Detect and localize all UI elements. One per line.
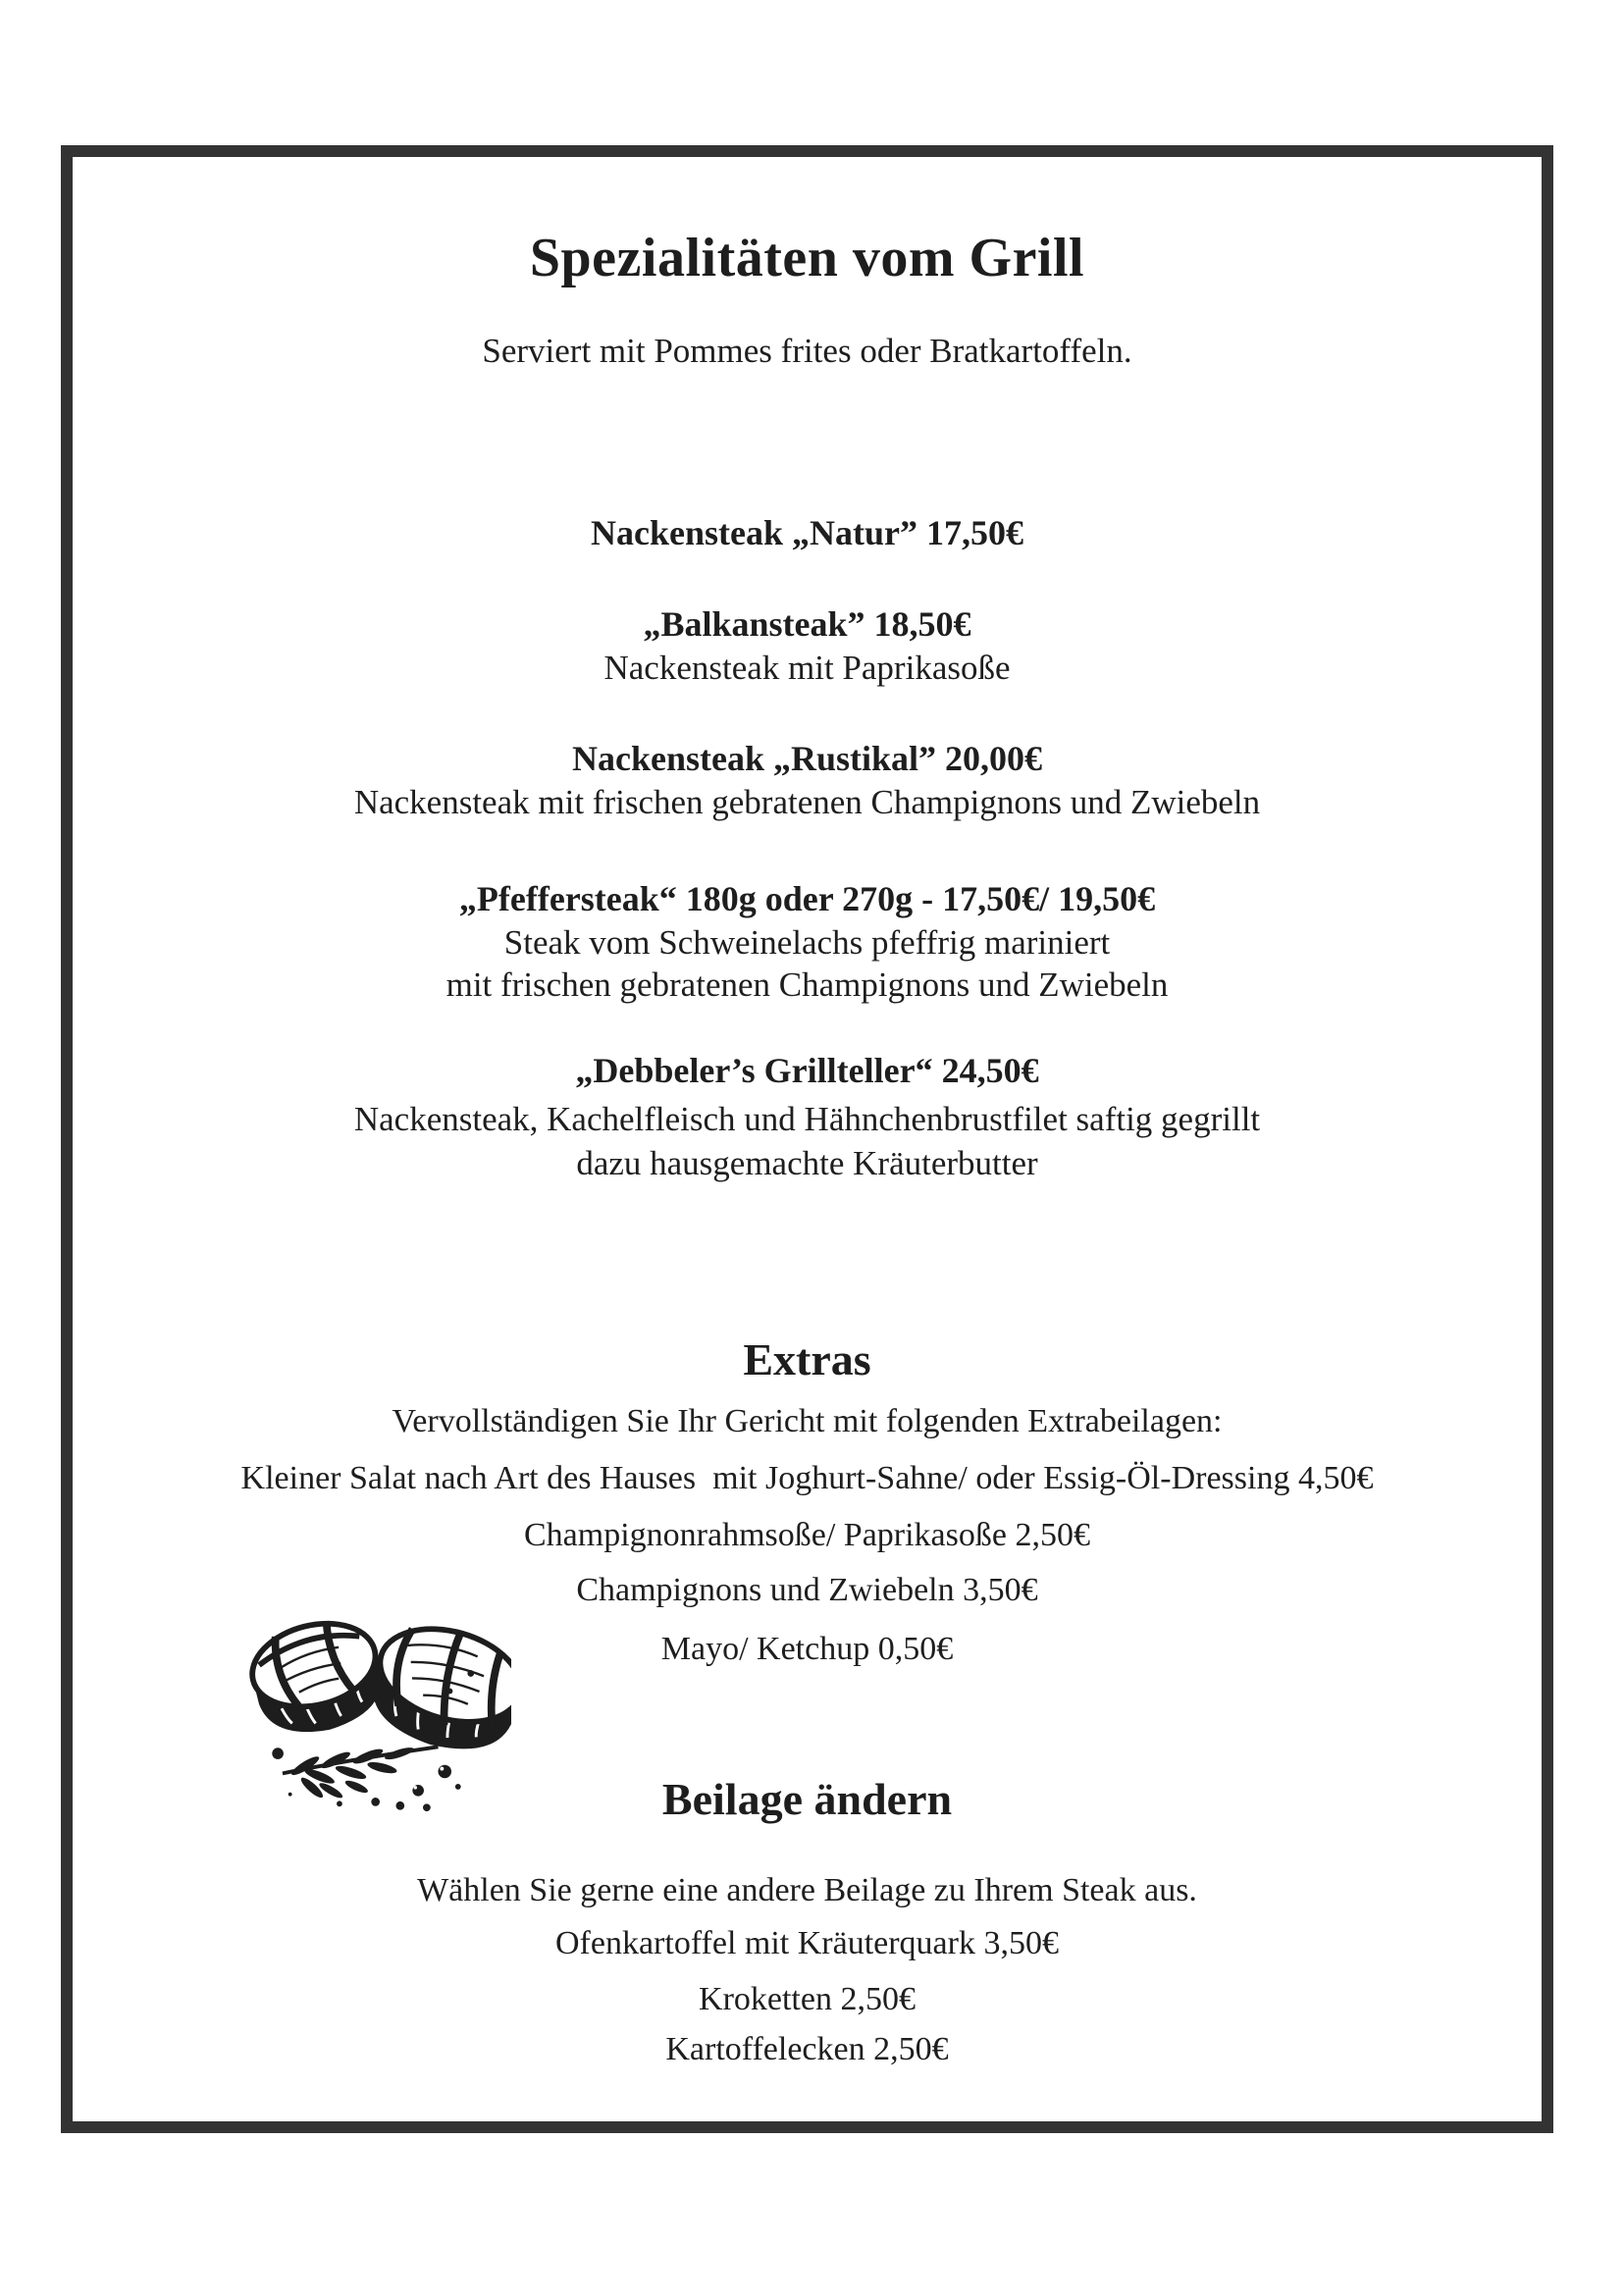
extras-line-mayo-ketchup: Mayo/ Ketchup 0,50€ (660, 1631, 954, 1667)
beilage-line-kroketten: Kroketten 2,50€ (699, 1981, 916, 2017)
beilage-line-kartoffelecken: Kartoffelecken 2,50€ (665, 2031, 949, 2067)
beilage-intro: Wählen Sie gerne eine andere Beilage zu Ihrem Steak aus. (417, 1872, 1197, 1908)
extras-line-salat: Kleiner Salat nach Art des Hauses mit Joghurt-Sahne/ oder Essig-Öl-Dressing 4,50€ (240, 1460, 1374, 1496)
beilage-line-ofenkartoffel: Ofenkartoffel mit Kräuterquark 3,50€ (555, 1925, 1059, 1961)
menu-item-natur-name: Nackensteak „Natur” 17,50€ (591, 513, 1023, 552)
section-heading-extras: Extras (743, 1334, 871, 1384)
menu-item-grillteller-name: „Debbeler’s Grillteller“ 24,50€ (575, 1051, 1039, 1090)
menu-content (61, 0, 1553, 2296)
menu-item-balkansteak-name: „Balkansteak” 18,50€ (643, 604, 971, 644)
extras-line-sossen: Champignonrahmsoße/ Paprikasoße 2,50€ (524, 1517, 1090, 1553)
menu-item-grillteller-desc-1: Nackensteak, Kachelfleisch und Hähnchenbrustfilet saftig gegrillt (353, 1100, 1261, 1138)
menu-item-pfeffersteak-desc-1: Steak vom Schweinelachs pfeffrig mariniert (503, 923, 1111, 962)
menu-item-balkansteak-desc: Nackensteak mit Paprikasoße (603, 649, 1011, 687)
menu-item-rustikal-name: Nackensteak „Rustikal” 20,00€ (571, 739, 1043, 778)
extras-intro: Vervollständigen Sie Ihr Gericht mit folgenden Extrabeilagen: (392, 1403, 1223, 1439)
menu-item-grillteller-desc-2: dazu hausgemachte Kräuterbutter (576, 1144, 1038, 1182)
page-title: Spezialitäten vom Grill (529, 228, 1085, 288)
extras-line-champignons: Champignons und Zwiebeln 3,50€ (576, 1572, 1038, 1608)
section-heading-beilage: Beilage ändern (661, 1774, 953, 1824)
steak-illustration (221, 1586, 511, 1813)
menu-item-pfeffersteak-name: „Pfeffersteak“ 180g oder 270g - 17,50€/ 19,50€ (458, 879, 1156, 918)
menu-item-rustikal-desc: Nackensteak mit frischen gebratenen Champignons und Zwiebeln (353, 783, 1261, 821)
page-subtitle: Serviert mit Pommes frites oder Bratkartoffeln. (482, 332, 1132, 370)
menu-item-pfeffersteak-desc-2: mit frischen gebratenen Champignons und Zwiebeln (445, 965, 1169, 1004)
